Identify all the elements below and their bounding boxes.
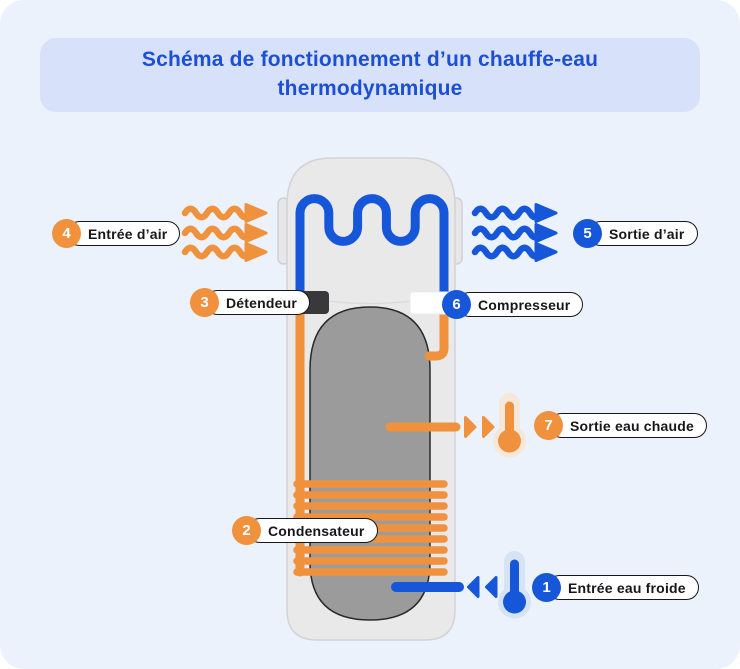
label-pill: Détendeur <box>205 290 310 315</box>
thermometer-cold-icon <box>498 551 531 619</box>
label-pill: Condensateur <box>247 518 378 543</box>
label-air-outlet <box>573 219 698 248</box>
label-pill: Entrée d’air <box>67 221 180 246</box>
number-badge: 7 <box>534 411 563 440</box>
label-hot-water-outlet <box>534 411 707 440</box>
number-badge: 2 <box>232 516 261 545</box>
air-out-arrows-icon <box>475 205 556 261</box>
label-pill: Compresseur <box>457 292 583 317</box>
chevron-left-icon <box>487 578 497 597</box>
page-title: Schéma de fonctionnement d’un chauffe-eau thermodynamique <box>141 48 599 100</box>
label-pill: Sortie eau chaude <box>549 413 707 438</box>
label-pill: Entrée eau froide <box>547 575 699 600</box>
chevron-left-icon <box>469 578 479 597</box>
number-badge: 3 <box>190 288 219 317</box>
chevron-right-icon <box>466 418 476 437</box>
number-badge: 1 <box>532 573 561 602</box>
label-expansion-valve <box>190 288 310 317</box>
air-in-arrows-icon <box>185 205 266 261</box>
label-pill: Sortie d’air <box>588 221 698 246</box>
number-badge: 6 <box>442 290 471 319</box>
thermometer-hot-icon <box>493 393 526 458</box>
label-condenser <box>232 516 378 545</box>
label-air-inlet <box>52 219 180 248</box>
chevron-right-icon <box>484 418 494 437</box>
label-compressor <box>442 290 583 319</box>
label-cold-water-inlet <box>532 573 699 602</box>
number-badge: 5 <box>573 219 602 248</box>
number-badge: 4 <box>52 219 81 248</box>
